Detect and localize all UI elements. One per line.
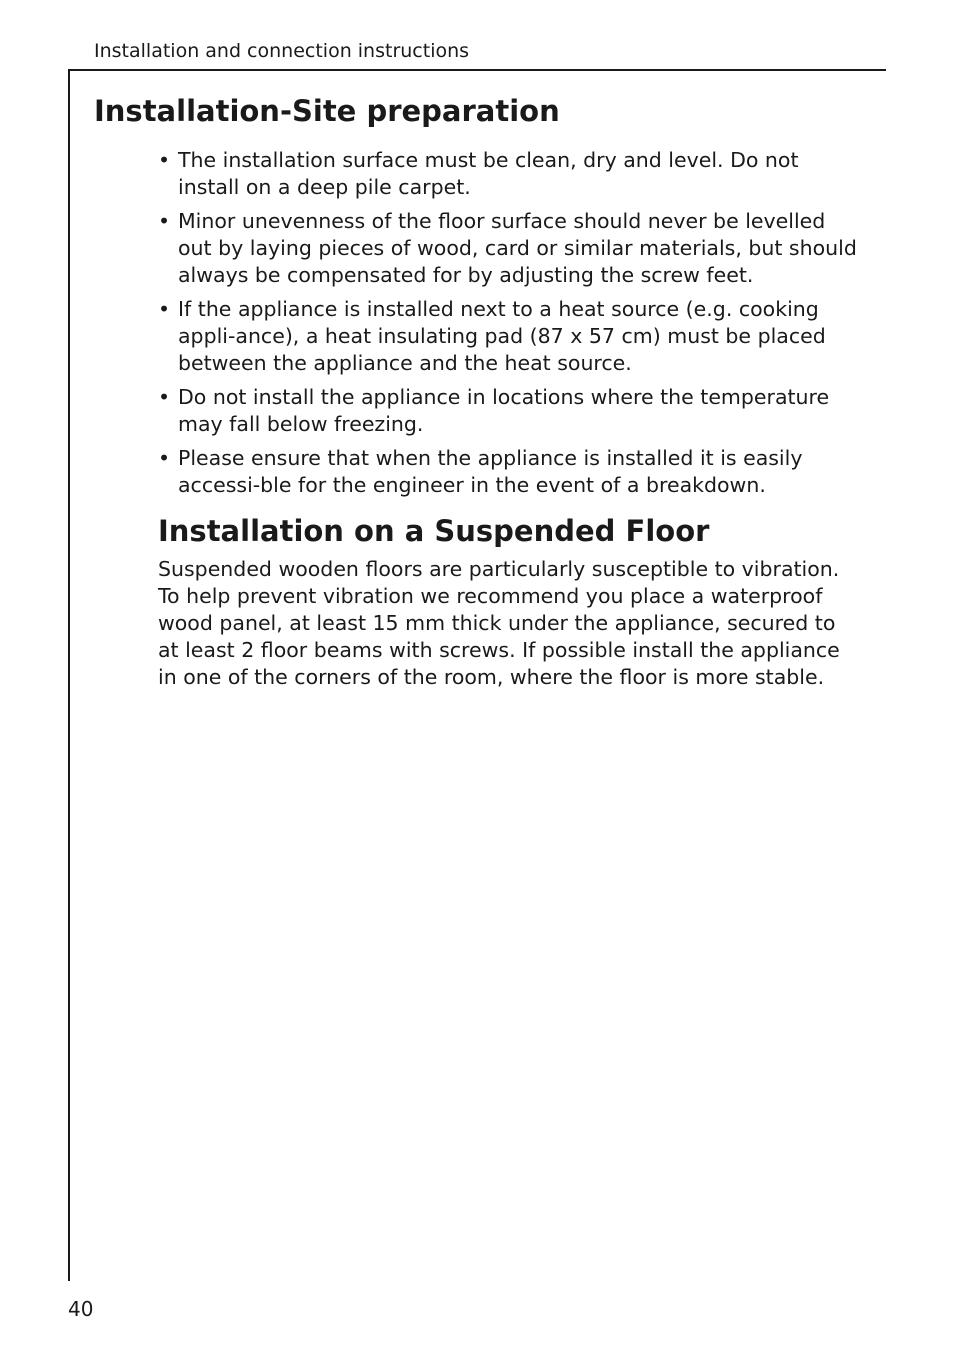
bullet-marker: • <box>158 297 171 321</box>
list-item <box>158 384 858 438</box>
section-title-site-preparation: Installation-Site preparation <box>94 94 560 128</box>
list-item <box>158 296 858 377</box>
suspended-floor-paragraph: Suspended wooden floors are particularly susceptible to vibration. To help prevent vibration we recommend you place a waterproof wood panel, at least 15 mm thick under the appliance, secured to at least 2 floor beams with screws. If possible install the appliance in one of the corners of the room, where the floor is more stable. <box>158 557 840 689</box>
bullet-marker: • <box>158 385 171 409</box>
list-item-text: Please ensure that when the appliance is installed it is easily accessi-ble for the engineer in the event of a breakdown. <box>178 446 803 497</box>
running-header: Installation and connection instructions <box>94 40 470 62</box>
page-number: 40 <box>68 1297 94 1321</box>
list-item <box>158 147 858 201</box>
bullet-marker: • <box>158 209 171 233</box>
list-item-text: Do not install the appliance in locations where the temperature may fall below freezing. <box>178 385 830 436</box>
list-item-text: If the appliance is installed next to a heat source (e.g. cooking appli-ance), a heat insulating pad (87 x 57 cm) must be placed between the appliance and the heat source. <box>178 297 826 375</box>
list-item-text: Minor unevenness of the floor surface should never be levelled out by laying pieces of wood, card or similar materials, but should always be compensated for by adjusting the screw feet. <box>178 209 857 287</box>
section-title-suspended-floor: Installation on a Suspended Floor <box>158 514 710 548</box>
bullet-marker: • <box>158 148 171 172</box>
site-preparation-list <box>158 147 858 506</box>
list-item <box>158 445 858 499</box>
list-item-text: The installation surface must be clean, dry and level. Do not install on a deep pile carpet. <box>178 148 799 199</box>
margin-rule <box>68 69 70 1281</box>
bullet-marker: • <box>158 446 171 470</box>
header-rule <box>68 69 886 71</box>
list-item <box>158 208 858 289</box>
